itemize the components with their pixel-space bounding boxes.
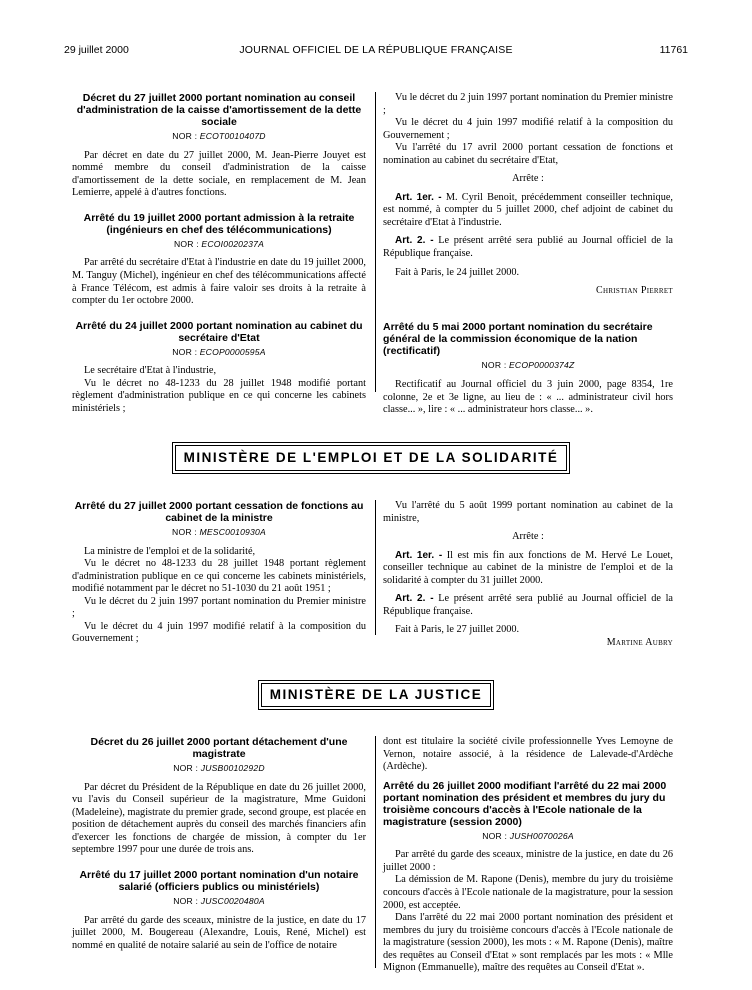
nor-reference: NOR : JUSH0070026A [482,830,574,841]
paragraph: La démission de M. Rapone (Denis), membre du jury du troisième concours d'accès à l'Ecole nationale de la magistrature, pour la session 2000, est acceptée. [383,874,673,911]
paragraph: Par arrêté du secrétaire d'Etat à l'industrie en date du 19 juillet 2000, M. Tanguy (Michel), ingénieur en chef des télécommunications affecté à France Télécom, est admis à faire valoir ses droits à la retraite à compter du 1er octobre 2000. [72,257,366,307]
arrete-heading: Arrête : [512,173,544,185]
column-divider [375,736,376,968]
paragraph: Par arrêté du garde des sceaux, ministre de la justice, en date du 26 juillet 2000 : [383,849,673,873]
issue-date: 29 juillet 2000 [64,44,129,56]
decree-title: Arrêté du 24 juillet 2000 portant nomination au cabinet du secrétaire d'Etat [75,319,363,344]
section2-right-column [383,500,673,649]
paragraph: Rectificatif au Journal officiel du 3 juin 2000, page 8354, 1re colonne, 2e et 3e ligne, au lieu de : « ... administrateur civil hors classe... », lire : « ... administrateur hors classe... ». [383,378,673,416]
paragraph: Par décret du Président de la République en date du 26 juillet 2000, vu l'avis du Conseil supérieur de la magistrature, Mme Guidoni (Madeleine), magistrate du premier grade, second groupe, est placée en position de détachement auprès du conseil des marchés financiers afin d'exercer les fonctions de chargée de mission, à compter du 1er septembre 1997 pour une durée de trois ans. [72,781,366,856]
column-divider [375,500,376,635]
paragraph: Vu le décret du 2 juin 1997 portant nomination du Premier ministre ; [72,595,366,620]
paragraph: Par décret en date du 27 juillet 2000, M. Jean-Pierre Jouyet est nommé membre du conseil d'administration de la caisse d'amortissement de la dette sociale, en remplacement de M. Jean Lemierre, appelé à d'autres fonctions. [72,149,366,199]
nor-reference: NOR : ECOT0010407D [172,131,266,142]
decree-title: Arrêté du 17 juillet 2000 portant nomination d'un notaire salarié (officiers publics ou ministériels) [79,868,359,893]
fait-line: Fait à Paris, le 24 juillet 2000. [395,266,520,278]
decree-title: Arrêté du 5 mai 2000 portant nomination du secrétaire général de la commission économique de la nation (rectificatif) [383,321,653,358]
nor-reference: NOR : JUSC0020480A [173,896,265,907]
article: Art. 2. - Le présent arrêté sera publié au Journal officiel de la République française. [383,593,673,617]
paragraph: dont est titulaire la société civile professionnelle Yves Lemoyne de Vernon, notaire associé, à la résidence de Lalevade-d'Ardèche (Ardèche). [383,736,673,773]
article: Art. 2. - Le présent arrêté sera publié au Journal officiel de la République française. [383,235,673,260]
paragraph: Vu l'arrêté du 17 avril 2000 portant cessation de fonctions et nomination au cabinet du secrétaire d'Etat, [383,142,673,166]
paragraph: Vu le décret du 2 juin 1997 portant nomination du Premier ministre ; [383,92,673,116]
paragraph: La ministre de l'emploi et de la solidarité, [84,545,256,557]
signature: Martine Aubry [606,636,673,648]
decree-title: Arrêté du 27 juillet 2000 portant cessation de fonctions au cabinet de la ministre [74,500,364,525]
nor-reference: NOR : MESC0010930A [172,527,266,538]
paragraph: Vu le décret no 48-1233 du 28 juillet 1948 modifié portant règlement d'administration publique en ce qui concerne les cabinets ministériels ; [72,377,366,414]
paragraph: Vu le décret no 48-1233 du 28 juillet 1948 portant règlement d'administration publique en ce qui concerne les cabinets ministériels, modifié notamment par le décret no 51-1030 du 21 août 1951 ; [72,558,366,595]
section3-left-column [72,736,366,952]
decree-title: Arrêté du 19 juillet 2000 portant admission à la retraite (ingénieurs en chef des télécommunications) [83,211,355,236]
paragraph: Vu l'arrêté du 5 août 1999 portant nomination au cabinet de la ministre, [383,500,673,524]
ministry-banner-label: MINISTÈRE DE L'EMPLOI ET DE LA SOLIDARITÉ [183,449,559,465]
journal-title: JOURNAL OFFICIEL DE LA RÉPUBLIQUE FRANÇAISE [239,44,513,56]
article: Art. 1er. - Il est mis fin aux fonctions de M. Hervé Le Louet, conseiller technique au cabinet de la ministre de l'emploi et de la solidarité à compter du 31 juillet 2000. [383,549,673,586]
signature: Christian Pierret [596,285,673,297]
paragraph: Par arrêté du garde des sceaux, ministre de la justice, en date du 17 juillet 2000, M. Bougereau (Alexandre, Louis, René, Michel) est nommé en qualité de notaire salarié au sein de l'office de notaire [72,914,366,951]
section3-right-column [383,736,673,975]
paragraph: Le secrétaire d'Etat à l'industrie, [84,365,217,377]
section1-left-column [72,92,366,415]
decree-title: Décret du 26 juillet 2000 portant détachement d'une magistrate [90,736,348,761]
nor-reference: NOR : ECOP0000595A [172,346,266,357]
nor-reference: NOR : ECOI0020237A [173,238,265,249]
arrete-heading: Arrête : [512,531,544,543]
nor-reference: NOR : ECOP0000374Z [481,360,575,371]
paragraph: Dans l'arrêté du 22 mai 2000 portant nomination des président et membres du jury du troisième concours d'accès à l'Ecole nationale de la magistrature (session 2000), les mots : « M. Rapone (Denis), maître des requêtes au Conseil d'Etat » sont remplacés par les mots : « Mlle Mignon (Emmanuelle), maître des requêtes au Conseil d'Etat ». [383,912,673,974]
paragraph: Vu le décret du 4 juin 1997 modifié relatif à la composition du Gouvernement ; [72,620,366,645]
page-number: 11761 [659,44,688,56]
ministry-banner-emploi [172,442,570,474]
decree-title: Arrêté du 26 juillet 2000 modifiant l'arrêté du 22 mai 2000 portant nomination des président et membres du jury du troisième concours d'accès à l'Ecole nationale de la magistrature (session 2000) [383,779,667,828]
column-divider [375,92,376,392]
paragraph: Vu le décret du 4 juin 1997 modifié relatif à la composition du Gouvernement ; [383,117,673,141]
nor-reference: NOR : JUSB0010292D [173,763,265,774]
decree-title: Décret du 27 juillet 2000 portant nomination au conseil d'administration de la caisse d'amortissement de la dette sociale [76,92,362,129]
ministry-banner-justice [258,680,494,710]
fait-line: Fait à Paris, le 27 juillet 2000. [395,624,520,636]
ministry-banner-label: MINISTÈRE DE LA JUSTICE [269,686,483,702]
article: Art. 1er. - M. Cyril Benoit, précédemment conseiller technique, est nommé, à compter du 5 juillet 2000, chef adjoint de cabinet du secrétaire d'Etat à l'industrie. [383,191,673,228]
section1-right-column [383,92,673,417]
section2-left-column [72,500,366,646]
